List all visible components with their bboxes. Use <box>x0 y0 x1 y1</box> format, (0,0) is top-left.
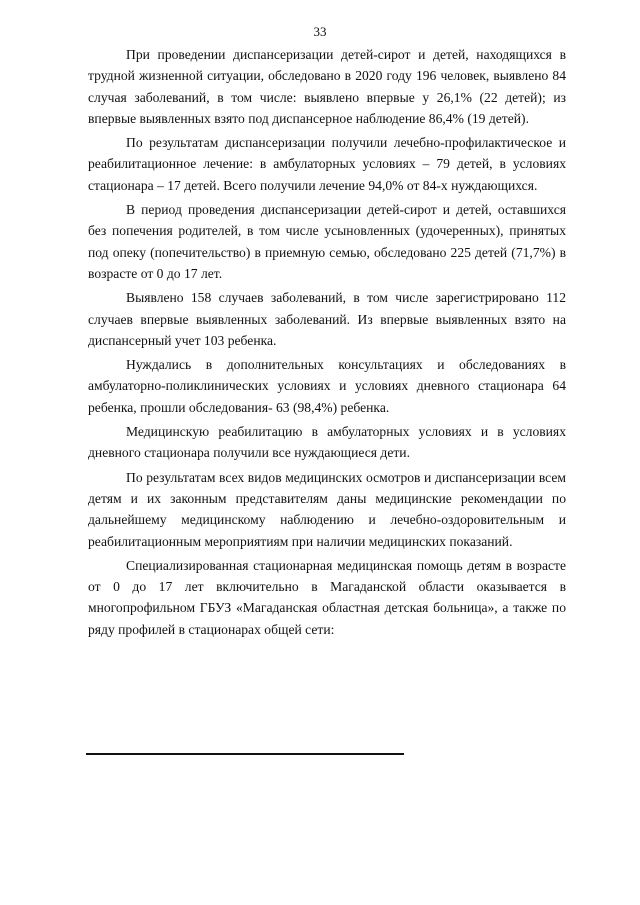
page-number: 33 <box>313 24 327 39</box>
paragraph-specialized-care: Специализированная стационарная медицинская помощь детям в возрасте от 0 до 17 лет включительно в Магаданской области оказывается в многопрофильном ГБУЗ «Магаданская областная детская больница», а также по ряду профилей в стационарах общей сети: <box>88 557 566 637</box>
paragraph-treatment-results: По результатам диспансеризации получили лечебно-профилактическое и реабилитационное лечение: в амбулаторных условиях – 79 детей, в условиях стационара – 17 детей. Всего получили лечение 94,0% от 84-х нуждающихся. <box>88 135 566 193</box>
paragraph-adopted-children-screening: В период проведения диспансеризации детей-сирот и детей, оставшихся без попечения родителей, в том числе усыновленных (удочеренных), принятых под опеку (попечительство) в приемную семью, обследовано 225 детей (71,7%) в возрасте от 0 до 17 лет. <box>88 202 566 281</box>
paragraph-orphans-screening: При проведении диспансеризации детей-сирот и детей, находящихся в трудной жизненной ситуации, обследовано в 2020 году 196 человек, выявлено 84 случая заболеваний, в том числе: выявлено впервые у 26,1% (22 детей); из впервые выявленных взято под диспансерное наблюдение 86,4% (19 детей). <box>88 47 566 126</box>
paragraph-medical-rehabilitation: Медицинскую реабилитацию в амбулаторных условиях и в условиях дневного стационара получили все нуждающиеся дети. <box>88 424 566 461</box>
document-body <box>88 44 566 643</box>
paragraph-diseases-detected: Выявлено 158 случаев заболеваний, в том числе зарегистрировано 112 случаев впервые выявленных заболеваний. Из впервые выявленных взято на диспансерный учет 103 ребенка. <box>88 290 566 348</box>
paragraph-additional-consultations: Нуждались в дополнительных консультациях и обследованиях в амбулаторно-поликлинических условиях и условиях дневного стационара 64 ребенка, прошли обследования- 63 (98,4%) ребенка. <box>88 357 566 415</box>
paragraph-recommendations: По результатам всех видов медицинских осмотров и диспансеризации всем детям и их законным представителям даны медицинские рекомендации по дальнейшему медицинскому наблюдению и лечебно-оздоровительным и реабилитационным мероприятиям при наличии медицинских показаний. <box>88 469 566 549</box>
horizontal-rule <box>86 753 404 755</box>
